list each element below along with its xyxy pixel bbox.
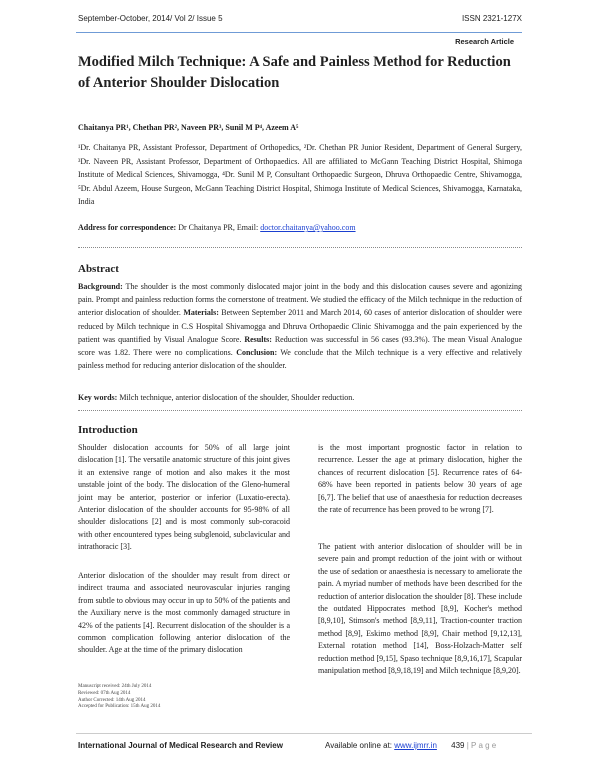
issue-info: September-October, 2014/ Vol 2/ Issue 5: [78, 14, 223, 23]
background-text: The shoulder is the most commonly dislocated major joint in the body and this dislocation causes severe and agonizing pain. Prompt and painless reduction forms the cornerstone of treatment. We studied the efficacy of the Milch technique in the reduction of anterior dislocation of shoulder.: [78, 282, 522, 318]
available-label: Available online at:: [325, 741, 395, 750]
journal-name: International Journal of Medical Research and Review: [78, 741, 283, 750]
divider: [78, 410, 522, 411]
note-corrected: Author Corrected: 14th Aug 2014: [78, 697, 146, 703]
abstract-heading: [78, 263, 119, 275]
note-accepted: Accepted for Publication: 15th Aug 2014: [78, 704, 161, 710]
header-rule: [76, 32, 522, 33]
keywords-text: Milch technique, anterior dislocation of the shoulder, Shoulder reduction.: [117, 393, 355, 402]
abstract-title: Abstract: [78, 263, 119, 275]
divider: [78, 247, 522, 248]
materials-label: Materials:: [183, 308, 219, 318]
abstract-body: [78, 280, 522, 372]
background-label: Background:: [78, 282, 123, 291]
introduction-title: Introduction: [78, 424, 138, 436]
footer-rule: [76, 733, 532, 734]
note-reviewed: Reviewed: 07th Aug 2014: [78, 690, 131, 696]
manuscript-dates: [78, 684, 160, 711]
introduction-heading: [78, 424, 138, 436]
affiliations: ¹Dr. Chaitanya PR, Assistant Professor, Department of Orthopedics, ²Dr. Chethan PR Junior Resident, Department of General Surgery, ³Dr. Naveen PR, Assistant Professor, Department of Orthopaedics. All are affiliated to McGann Teaching District Hospital, Shimoga Institute of Medical Sciences, Shivamogga, ⁴Dr. Sunil M P, Consultant Orthopaedic Surgeon, Dhruva Orthopaedic Centre, Shivamogga, ⁵Dr. Abdul Azeem, House Surgeon, McGann Teaching District Hospital, Shimoga Institute of Medical Sciences, Shivamogga, Karnataka, India: [78, 143, 522, 207]
results-text: Reduction was successful in 56 cases (93.3%). The mean Visual Analogue score was 1.82. There were no complications.: [78, 334, 523, 358]
authors: Chaitanya PR¹, Chethan PR², Naveen PR³, Sunil M P⁴, Azeem A⁵: [78, 123, 299, 132]
correspondence-label: Address for correspondence:: [78, 223, 177, 232]
page-label: | P a g e: [464, 741, 497, 750]
page-number: 439: [451, 741, 465, 750]
footer-availability: [325, 741, 496, 750]
note-received: Manuscript received: 24th July 2014: [78, 684, 152, 689]
results-label: Results:: [244, 334, 272, 344]
article-type: Research Article: [455, 37, 514, 46]
intro-paragraph-3: is the most important prognostic factor in relation to recurrence. Lesser the age at primary dislocation, higher the chances of recurrent dislocation [5]. Recurrence rates of 64-68% have been reported in patients below 30 years of age [6,7]. The belief that use of anaesthesia for reduction decreases the rate of recurrence has been proved to be wrong [7].: [318, 443, 522, 515]
intro-paragraph-4: The patient with anterior dislocation of shoulder will be in severe pain and prompt reduction of the joint with or without the use of sedation or anaesthesia is necessary to ameliorate the pain. A myriad number of methods have been described for the reduction of anterior dislocation the shoulder [8]. These include the outdated Hippocrates method [8,9], Kocher's method [8,9,10], Stimson's method [8,9,11], Traction-counter traction method [8,9], Eskimo method [8,9], Chair method [9,12,13], External rotation method [14], Boss-Holzach-Matter self reduction method [9,15], Spaso technique [8,9,16,17], Scapular manipulation method [8,9,18,19] and Milch technique [8,9,20].: [318, 542, 523, 676]
correspondence: [78, 222, 522, 234]
conclusion-text: We conclude that the Milch technique is a very effective and relatively painless method for reducing anterior dislocation of the shoulder.: [78, 348, 523, 371]
email-link[interactable]: doctor.chaitanya@yahoo.com: [260, 223, 356, 232]
paper-title: Modified Milch Technique: A Safe and Painless Method for Reduction of Anterior Shoulder Dislocation: [78, 54, 511, 91]
keywords: [78, 392, 522, 404]
conclusion-label: Conclusion:: [236, 348, 278, 358]
correspondence-text: Dr Chaitanya PR, Email:: [176, 223, 261, 232]
keywords-label: Key words:: [78, 393, 118, 402]
materials-text: Between September 2011 and March 2014, 60 cases of anterior dislocation of shoulder were reduced by Milch technique in C.S Hospital Shivamogga and Dhruva Orthopaedic Clinic Shivamogga and the pain experienced by the patient was quantified by Visual Analogue Score.: [78, 308, 522, 344]
intro-paragraph-2: Anterior dislocation of the shoulder may result from direct or indirect trauma and associated neurovascular injuries ranging from subtle to obvious may occur in up to 50% of the patients and the Auxiliary nerve is the most commonly damaged structure in 42% of the patients [4]. Recurrent dislocation of the shoulder is a common complication following anterior dislocation of the shoulder. Age at the time of the primary dislocation: [78, 571, 290, 655]
intro-paragraph-1: Shoulder dislocation accounts for 50% of all large joint dislocation [1]. The versatile anatomic structure of this joint gives it an extensive range of motion and also makes it the most unstable joint of the body. The dislocation of the Gleno-humeral joint may be anterior, posterior or inferior (Luxatio-erecta). Anterior dislocation of the shoulder accounts for 95-98% of all shoulder dislocations [2] and is most commonly sub-coracoid with other encountered types being subglenoid, subclavicular and intrathoracic [3].: [78, 443, 290, 552]
issn: ISSN 2321-127X: [461, 14, 522, 23]
website-link[interactable]: www.ijmrr.in: [394, 741, 437, 750]
